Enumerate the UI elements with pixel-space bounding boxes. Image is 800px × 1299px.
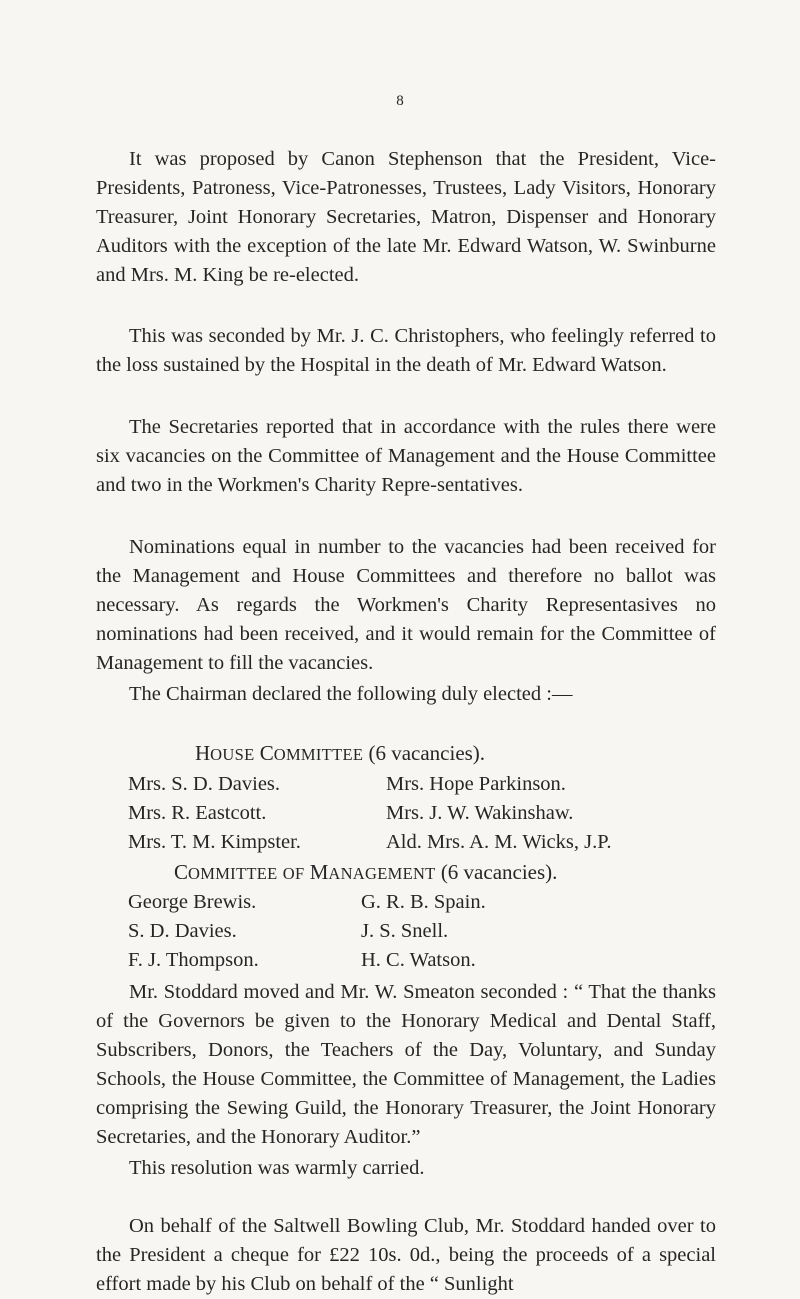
committee-management-list bbox=[128, 888, 728, 975]
list-item: F. J. Thompson. H. C. Watson. bbox=[128, 949, 476, 971]
paragraph-proposal: It was proposed by Canon Stephenson that the President, Vice-Presidents, Patroness, Vice-Patronesses, Trustees, Lady Visitors, Honorary Treasurer, Joint Honorary Secretaries, Matron, Dispenser and Honorary Auditors with the exception of the late Mr. Edward Watson, W. Swinburne and Mrs. M. King be re-elected. bbox=[96, 148, 716, 286]
list-item: Mrs. S. D. Davies. Mrs. Hope Parkinson. bbox=[128, 773, 566, 795]
list-item: S. D. Davies. J. S. Snell. bbox=[128, 920, 449, 942]
paragraph-nominations: Nominations equal in number to the vacancies had been received for the Management and House Committees and therefore no ballot was necessary. As regards the Workmen's Charity Representasives no nominations had been received, and it would remain for the Committee of Management to fill the vacancies. bbox=[96, 536, 716, 674]
page-number: 8 bbox=[396, 93, 404, 109]
house-committee-heading: HOUSE COMMITTEE (6 vacancies). bbox=[195, 741, 486, 765]
paragraph-chairman-declaration: The Chairman declared the following duly elected :— bbox=[129, 683, 573, 705]
paragraph-bowling-club: On behalf of the Saltwell Bowling Club, Mr. Stoddard handed over to the President a cheque for £22 10s. 0d., being the proceeds of a special effort made by his Club on behalf of the “ Sunlight bbox=[96, 1215, 716, 1295]
list-item: Mrs. T. M. Kimpster. Ald. Mrs. A. M. Wicks, J.P. bbox=[128, 831, 612, 853]
paragraph-resolution-carried: This resolution was warmly carried. bbox=[129, 1157, 425, 1179]
paragraph-seconded: This was seconded by Mr. J. C. Christophers, who feelingly referred to the loss sustained by the Hospital in the death of Mr. Edward Watson. bbox=[96, 325, 716, 376]
paragraph-thanks-motion: Mr. Stoddard moved and Mr. W. Smeaton seconded : “ That the thanks of the Governors be given to the Honorary Medical and Dental Staff, Subscribers, Donors, the Teachers of the Day, Voluntary, and Sunday Schools, the House Committee, the Committee of Management, the Ladies comprising the Sewing Guild, the Honorary Treasurer, the Joint Honorary Secretaries, and the Honorary Auditor.” bbox=[96, 981, 716, 1148]
committee-management-heading: COMMITTEE OF MANAGEMENT (6 vacancies). bbox=[174, 860, 558, 884]
house-committee-list bbox=[128, 770, 728, 857]
list-item: George Brewis. G. R. B. Spain. bbox=[128, 891, 486, 913]
list-item: Mrs. R. Eastcott. Mrs. J. W. Wakinshaw. bbox=[128, 802, 574, 824]
paragraph-vacancies-report: The Secretaries reported that in accordance with the rules there were six vacancies on the Committee of Management and the House Committee and two in the Workmen's Charity Repre-sentatives. bbox=[96, 416, 716, 496]
